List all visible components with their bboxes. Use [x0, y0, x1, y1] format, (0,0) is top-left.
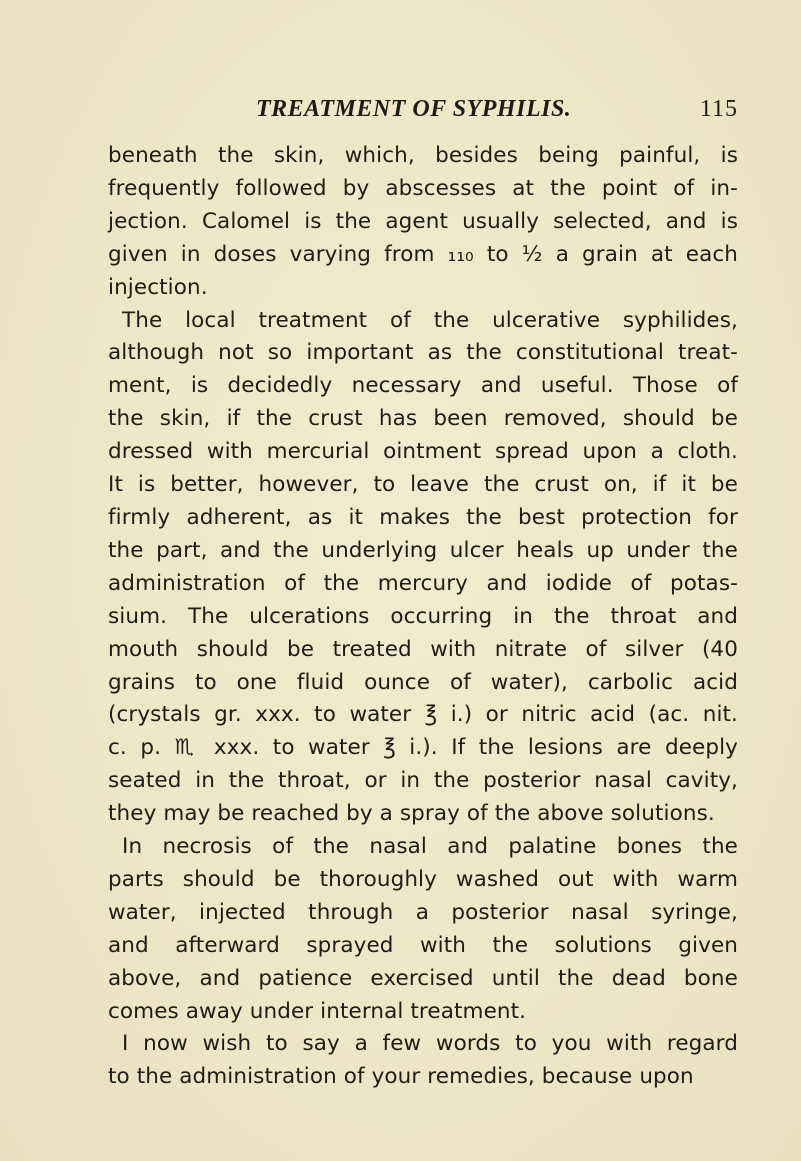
page-header [108, 96, 738, 130]
text-line: The local treatment of the ulcerative syphilides, [122, 307, 738, 333]
text-line: although not so important as the constitutional treat- [108, 340, 738, 366]
text-line: seated in the throat, or in the posterior nasal cavity, [108, 768, 738, 794]
text-line: water, injected through a posterior nasal syringe, [108, 899, 738, 925]
body-text [108, 140, 738, 1094]
text-line: c. p. ♏ xxx. to water ℥ i.). If the lesions are deeply [108, 735, 738, 761]
text-line: (crystals gr. xxx. to water ℥ i.) or nitric acid (ac. nit. [108, 702, 738, 728]
text-line: grains to one fluid ounce of water), carbolic acid [108, 669, 738, 695]
text-line: beneath the skin, which, besides being painful, is [108, 143, 738, 168]
text-line: In necrosis of the nasal and palatine bones the [122, 834, 738, 860]
text-line: frequently followed by abscesses at the point of in- [108, 175, 738, 201]
text-line: sium. The ulcerations occurring in the throat and [108, 603, 738, 629]
text-line: I now wish to say a few words to you with regard [122, 1031, 738, 1057]
text-line: given in doses varying from ₁₁₀ to ½ a grain at each [108, 241, 738, 267]
page-number: 115 [699, 96, 738, 122]
text-line: injection. [108, 274, 208, 300]
text-line: It is better, however, to leave the crust on, if it be [108, 472, 738, 498]
text-line: dressed with mercurial ointment spread upon a cloth. [108, 439, 738, 465]
text-line: comes away under internal treatment. [108, 998, 527, 1024]
running-head: TREATMENT OF SYPHILIS. [256, 96, 572, 122]
text-line: the part, and the underlying ulcer heals up under the [108, 537, 738, 563]
text-line: to the administration of your remedies, because upon [108, 1064, 694, 1090]
text-line: administration of the mercury and iodide of potas- [108, 570, 738, 596]
text-line: parts should be thoroughly washed out with warm [108, 866, 738, 892]
text-line: above, and patience exercised until the dead bone [108, 965, 738, 991]
text-line: they may be reached by a spray of the above solutions. [108, 801, 715, 827]
text-line: firmly adherent, as it makes the best protection for [108, 504, 738, 530]
text-line: jection. Calomel is the agent usually selected, and is [108, 208, 738, 234]
text-line: and afterward sprayed with the solutions given [108, 932, 738, 958]
text-line: mouth should be treated with nitrate of silver (40 [108, 636, 738, 662]
text-line: the skin, if the crust has been removed, should be [108, 406, 738, 432]
text-line: ment, is decidedly necessary and useful. Those of [108, 373, 738, 399]
